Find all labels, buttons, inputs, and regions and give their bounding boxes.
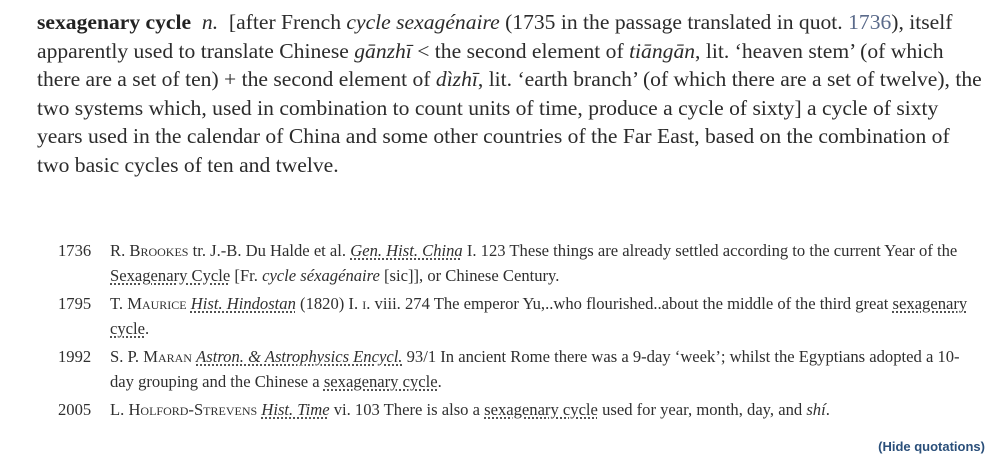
quotation-text: I. 123 These things are already settled according to the current Year of the	[462, 241, 958, 260]
quotation-text: 93/1 In ancient Rome there was a 9-day ‘week’; whilst the Egyptians adopted a 10-day grouping and the Chinese a	[110, 347, 960, 391]
quotation-item	[0, 291, 1000, 341]
quotation-item	[0, 397, 1000, 422]
headword: sexagenary cycle	[37, 10, 192, 34]
quotation-ref-sc: i.	[362, 294, 371, 313]
source-title[interactable]: Hist. Time	[261, 400, 330, 419]
source-title[interactable]: Hist. Hindostan	[190, 294, 296, 313]
quotation-link[interactable]: 1736	[848, 10, 892, 34]
etym-text: , lit. ‘earth branch’ (of which there are a set of twelve), the two systems which, used in combination to count units of time, produce a cycle of sixty] a cycle of sixty years used in the calendar of China and some other countries of the Far East, based on the combination of two basic cycles of ten and twelve.	[37, 67, 982, 177]
quotation-text: [sic]], or Chinese Century.	[379, 266, 560, 285]
author-initials: R.	[110, 241, 130, 260]
part-of-speech: n.	[201, 10, 219, 34]
quotation-item	[0, 344, 1000, 394]
author-initials: S. P.	[110, 347, 144, 366]
author-extra: tr. J.-B. Du Halde et al.	[188, 241, 351, 260]
quotation-text: .	[145, 319, 150, 338]
hide-quotations-link[interactable]: (Hide quotations)	[878, 439, 985, 454]
quotation-year: 1795	[58, 294, 92, 313]
etym-text: (1735 in the passage translated in quot.	[499, 10, 849, 34]
quotation-italic: shí	[806, 400, 826, 419]
etym-italic: cycle sexagénaire	[346, 10, 500, 34]
quotation-text: [Fr.	[230, 266, 263, 285]
quotation-text: viii. 274 The emperor Yu,..who flourished..about the middle of the third great	[370, 294, 893, 313]
etym-italic: tiāngān	[629, 38, 696, 63]
quotations-list	[0, 238, 1000, 425]
quotation-item	[0, 238, 1000, 288]
highlight-term[interactable]: sexagenary cycle	[110, 294, 968, 338]
etym-italic: dìzhī	[435, 67, 478, 91]
etym-text: ), itself apparently used to translate Chinese	[37, 10, 953, 63]
quotation-text: .	[437, 372, 442, 391]
highlight-term[interactable]: Sexagenary Cycle	[110, 266, 231, 285]
author-name: Holford-Strevens	[128, 400, 258, 419]
etym-text: , lit. ‘heaven stem’ (of which there are a set of ten) + the second element of	[37, 38, 944, 91]
author-name: Maran	[143, 347, 192, 366]
highlight-term[interactable]: sexagenary cycle	[484, 400, 598, 419]
quotation-year: 1992	[58, 347, 92, 366]
author-name: Maurice	[127, 294, 187, 313]
author-initials: T.	[110, 294, 128, 313]
etym-text: < the second element of	[411, 38, 630, 63]
quotation-text: used for year, month, day, and	[597, 400, 807, 419]
entry-definition	[37, 8, 987, 179]
source-title[interactable]: Astron. & Astrophysics Encycl.	[196, 347, 403, 366]
quotation-text: .	[825, 400, 830, 419]
quotation-italic: cycle séxagénaire	[262, 266, 380, 285]
quotation-text: vi. 103 There is also a	[329, 400, 485, 419]
etym-italic: gānzhī	[354, 38, 412, 63]
quotation-year: 2005	[58, 400, 92, 419]
author-initials: L.	[110, 400, 129, 419]
etym-text: [after French	[228, 10, 347, 34]
source-title[interactable]: Gen. Hist. China	[350, 241, 463, 260]
author-name: Brookes	[129, 241, 189, 260]
quotation-text: (1820) I.	[295, 294, 363, 313]
quotation-year: 1736	[58, 241, 92, 260]
highlight-term[interactable]: sexagenary cycle	[323, 372, 438, 391]
